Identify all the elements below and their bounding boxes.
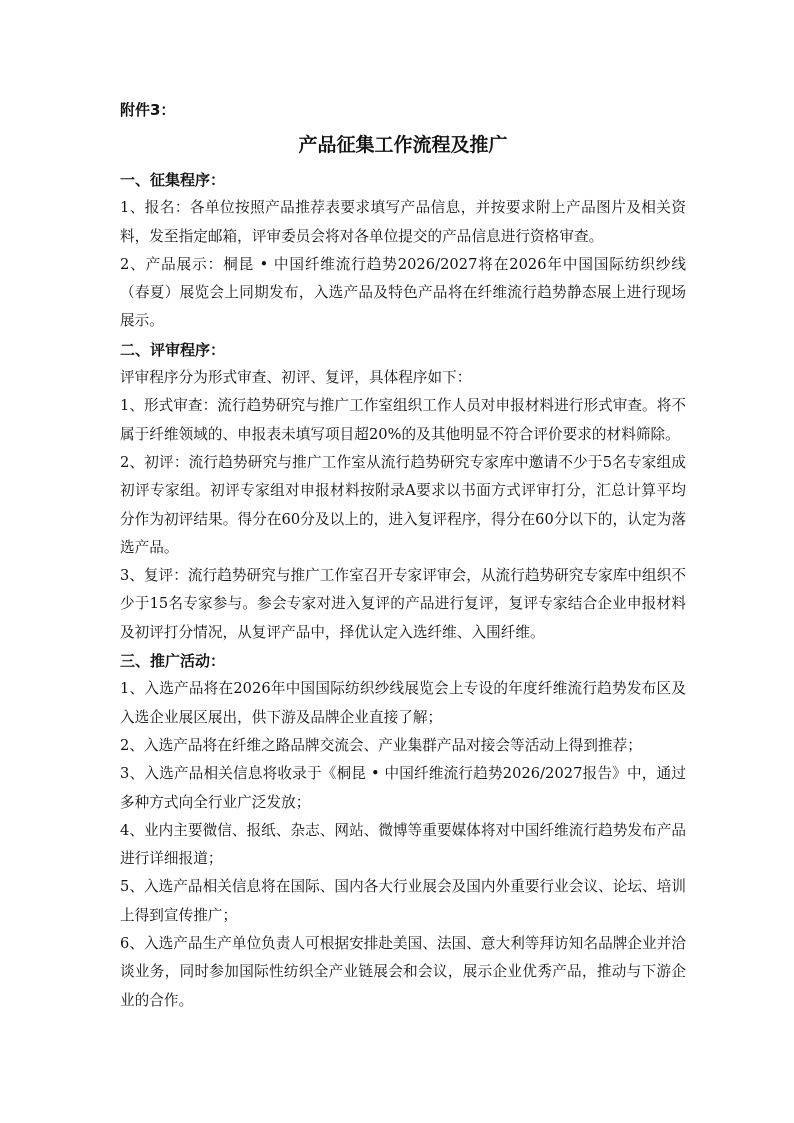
- paragraph: 2、初评：流行趋势研究与推广工作室从流行趋势研究专家库中邀请不少于5名专家组成初评专家组。初评专家组对申报材料按附录A要求以书面方式评审打分，汇总计算平均分作为初评结果。得分在60分及以上的，进入复评程序，得分在60分以下的，认定为落选产品。: [120, 453, 686, 556]
- attachment-label: 附件3：: [120, 101, 176, 119]
- section-heading: 二、评审程序：: [120, 340, 226, 359]
- paragraph: 5、入选产品相关信息将在国际、国内各大行业展会及国内外重要行业会议、论坛、培训上得到宣传推广；: [120, 878, 686, 924]
- section-collection-procedure: [120, 166, 686, 336]
- paragraph: 3、入选产品相关信息将收录于《桐昆 • 中国纤维流行趋势2026/2027报告》中，通过多种方式向全行业广泛发放；: [120, 765, 686, 811]
- paragraph: 1、形式审查：流行趋势研究与推广工作室组织工作人员对申报材料进行形式审查。将不属于纤维领域的、申报表未填写项目超20%的及其他明显不符合评价要求的材料筛除。: [120, 397, 686, 443]
- paragraph: 6、入选产品生产单位负责人可根据安排赴美国、法国、意大利等拜访知名品牌企业并洽谈业务，同时参加国际性纺织全产业链展会和会议，展示企业优秀产品，推动与下游企业的合作。: [120, 935, 686, 1009]
- section-heading: 三、推广活动：: [120, 652, 226, 671]
- section-review-procedure: [120, 336, 686, 647]
- paragraph: 2、入选产品将在纤维之路品牌交流会、产业集群产品对接会等活动上得到推荐；: [120, 736, 642, 754]
- paragraph: 评审程序分为形式审查、初评、复评，具体程序如下：: [120, 369, 472, 387]
- section-heading: 一、征集程序：: [120, 171, 226, 189]
- paragraph: 3、复评：流行趋势研究与推广工作室召开专家评审会，从流行趋势研究专家库中组织不少于15名专家参与。参会专家对进入复评的产品进行复评，复评专家结合企业申报材料及初评打分情况，从复评产品中，择优认定入选纤维、入围纤维。: [120, 567, 686, 641]
- section-promotion-activities: [120, 647, 686, 1015]
- paragraph: 1、入选产品将在2026年中国国际纺织纱线展览会上专设的年度纤维流行趋势发布区及入选企业展区展出，供下游及品牌企业直接了解；: [120, 680, 686, 726]
- document-page: [120, 96, 686, 1015]
- paragraph: 1、报名：各单位按照产品推荐表要求填写产品信息，并按要求附上产品图片及相关资料，发至指定邮箱，评审委员会将对各单位提交的产品信息进行资格审查。: [120, 199, 686, 245]
- document-title: 产品征集工作流程及推广: [298, 134, 508, 156]
- paragraph: 2、产品展示：桐昆 • 中国纤维流行趋势2026/2027将在2026年中国国际纺织纱线（春夏）展览会上同期发布，入选产品及特色产品将在纤维流行趋势静态展上进行现场展示。: [120, 255, 686, 330]
- paragraph: 4、业内主要微信、报纸、杂志、网站、微博等重要媒体将对中国纤维流行趋势发布产品进行详细报道；: [120, 821, 686, 868]
